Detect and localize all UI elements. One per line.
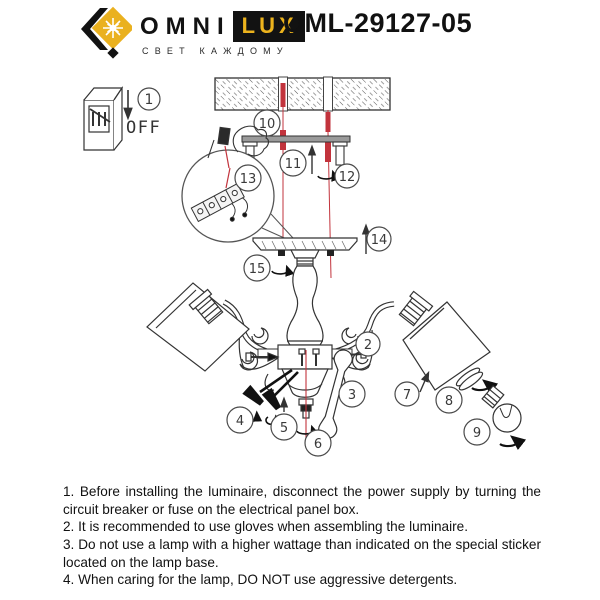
instruction-step-2: 2. It is recommended to use gloves when assembling the luminaire. [63, 519, 468, 535]
svg-text:3: 3 [347, 388, 357, 403]
callout-6 [305, 430, 331, 456]
bottom-bowl [282, 369, 328, 418]
brand-tagline: СВЕТ КАЖДОМУ [142, 46, 289, 56]
callout-11 [280, 150, 306, 176]
bracket-bolt-right [333, 142, 347, 165]
svg-text:10: 10 [258, 117, 276, 132]
lampshade-left [147, 283, 249, 371]
instruction-text-block [63, 483, 541, 589]
model-number: OML-29127-05 [283, 8, 473, 38]
svg-text:7: 7 [402, 388, 412, 403]
callout-13 [235, 165, 261, 191]
svg-text:12: 12 [338, 170, 356, 185]
callout-12 [335, 164, 359, 188]
circuit-breaker-icon [84, 88, 122, 150]
callout-14 [367, 227, 391, 251]
svg-text:5: 5 [279, 421, 289, 436]
off-label: OFF [126, 118, 162, 138]
instruction-step-4: 4. When caring for the lamp, DO NOT use aggressive detergents. [63, 572, 458, 588]
svg-text:4: 4 [235, 414, 245, 429]
callout-1 [138, 88, 160, 110]
callout-2 [356, 332, 380, 356]
svg-text:11: 11 [284, 157, 302, 172]
detail-bubble-wiring [182, 150, 293, 242]
callout-3 [339, 381, 365, 407]
callout-10 [254, 110, 280, 136]
callout-15 [244, 255, 270, 281]
instruction-step-1: 1. Before installing the luminaire, disconnect the power supply by turning the circuit breaker or fuse on the electrical panel box. [63, 484, 541, 517]
svg-text:6: 6 [313, 437, 323, 452]
callout-5 [271, 414, 297, 440]
svg-text:14: 14 [370, 233, 388, 248]
ceiling-section [215, 77, 390, 111]
rotate-icon-ring [472, 384, 489, 390]
svg-text:8: 8 [444, 394, 454, 409]
callout-7 [395, 382, 419, 406]
svg-text:1: 1 [144, 92, 154, 108]
svg-text:15: 15 [248, 262, 266, 277]
callout-9 [464, 419, 490, 445]
canopy-nut-left [278, 250, 285, 256]
callout-4 [227, 407, 253, 433]
svg-text:9: 9 [472, 426, 482, 441]
canopy-nut-right [327, 250, 334, 256]
rotate-icon-15 [272, 270, 288, 274]
instruction-step-3: 3. Do not use a lamp with a higher wattage than indicated on the special sticker located on the lamp base. [63, 537, 541, 570]
svg-text:13: 13 [239, 172, 257, 187]
rotate-icon-12 [318, 175, 334, 179]
brand-word-omni: OMNI [140, 12, 231, 40]
up-arrow-shade [420, 376, 427, 392]
rotate-icon-bulb [500, 440, 517, 446]
center-column [287, 266, 323, 345]
brand-word-lux: LUX [233, 11, 305, 42]
callout-8 [436, 387, 462, 413]
svg-text:2: 2 [363, 338, 373, 353]
